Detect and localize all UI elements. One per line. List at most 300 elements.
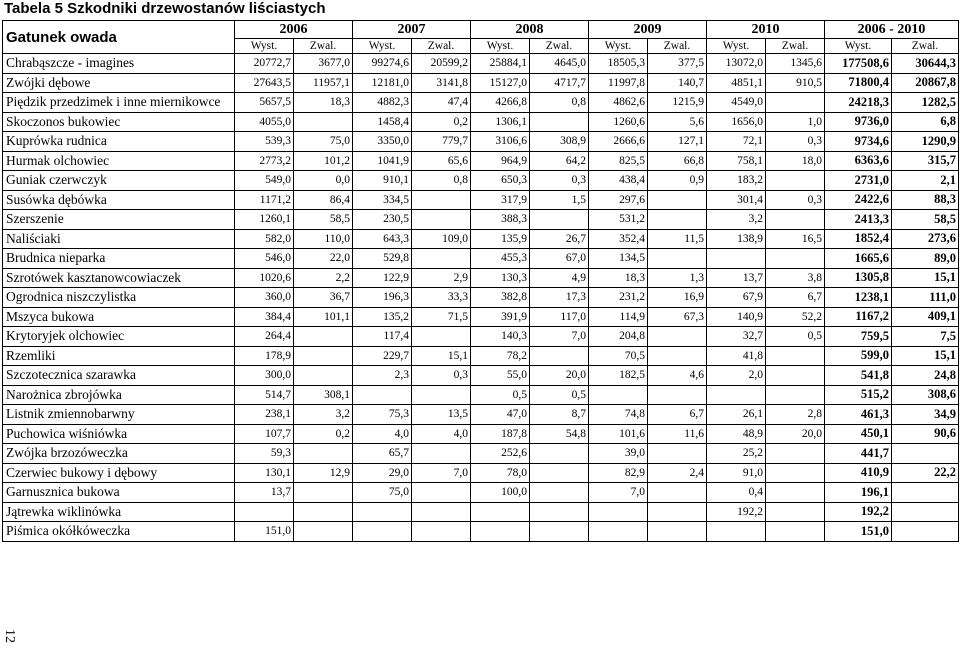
value-cell: 3350,0 [353, 132, 412, 152]
value-cell: 15127,0 [471, 73, 530, 93]
subheader-wyst: Wyst. [471, 39, 530, 54]
total-cell: 7,5 [892, 327, 959, 347]
value-cell [294, 444, 353, 464]
value-cell [766, 385, 825, 405]
table-row [3, 73, 959, 93]
total-cell: 111,0 [892, 288, 959, 308]
value-cell: 0,5 [766, 327, 825, 347]
value-cell [294, 522, 353, 542]
table-row [3, 249, 959, 269]
value-cell: 549,0 [235, 171, 294, 191]
subheader-zwal: Zwal. [648, 39, 707, 54]
value-cell: 1171,2 [235, 190, 294, 210]
value-cell [766, 366, 825, 386]
value-cell: 1020,6 [235, 268, 294, 288]
value-cell: 297,6 [589, 190, 648, 210]
total-cell: 88,3 [892, 190, 959, 210]
value-cell [648, 210, 707, 230]
value-cell: 182,5 [589, 366, 648, 386]
value-cell: 12,9 [294, 463, 353, 483]
value-cell [412, 385, 471, 405]
value-cell: 539,3 [235, 132, 294, 152]
value-cell [530, 444, 589, 464]
total-cell: 308,6 [892, 385, 959, 405]
value-cell: 334,5 [353, 190, 412, 210]
value-cell: 72,1 [707, 132, 766, 152]
value-cell: 264,4 [235, 327, 294, 347]
value-cell: 130,3 [471, 268, 530, 288]
subheader-wyst: Wyst. [707, 39, 766, 54]
value-cell: 825,5 [589, 151, 648, 171]
value-cell: 65,7 [353, 444, 412, 464]
value-cell [766, 502, 825, 522]
value-cell: 135,2 [353, 307, 412, 327]
value-cell [766, 93, 825, 113]
value-cell: 130,1 [235, 463, 294, 483]
value-cell: 3106,6 [471, 132, 530, 152]
value-cell: 13,7 [707, 268, 766, 288]
value-cell: 59,3 [235, 444, 294, 464]
value-cell: 11957,1 [294, 73, 353, 93]
table-title: Tabela 5 Szkodniki drzewostanów liściastych [4, 0, 326, 17]
subheader-wyst: Wyst. [589, 39, 648, 54]
value-cell: 4,9 [530, 268, 589, 288]
value-cell: 11,6 [648, 424, 707, 444]
species-name: Brudnica nieparka [3, 249, 235, 269]
value-cell: 4862,6 [589, 93, 648, 113]
value-cell: 384,4 [235, 307, 294, 327]
value-cell: 11,5 [648, 229, 707, 249]
table-row [3, 151, 959, 171]
table-row [3, 112, 959, 132]
value-cell [589, 385, 648, 405]
table-row [3, 502, 959, 522]
value-cell [766, 171, 825, 191]
value-cell: 13,5 [412, 405, 471, 425]
value-cell: 529,8 [353, 249, 412, 269]
value-cell [294, 346, 353, 366]
subheader-zwal: Zwal. [530, 39, 589, 54]
species-name: Krytoryjek olchowiec [3, 327, 235, 347]
value-cell: 0,3 [766, 190, 825, 210]
value-cell: 643,3 [353, 229, 412, 249]
table-row [3, 405, 959, 425]
value-cell: 39,0 [589, 444, 648, 464]
value-cell: 2,8 [766, 405, 825, 425]
value-cell: 2666,6 [589, 132, 648, 152]
value-cell: 47,0 [471, 405, 530, 425]
value-cell: 238,1 [235, 405, 294, 425]
value-cell: 3,2 [294, 405, 353, 425]
value-cell: 1,0 [766, 112, 825, 132]
total-cell: 599,0 [825, 346, 892, 366]
table-row [3, 268, 959, 288]
total-cell: 541,8 [825, 366, 892, 386]
value-cell: 20,0 [766, 424, 825, 444]
table-row [3, 54, 959, 74]
value-cell [530, 522, 589, 542]
value-cell: 360,0 [235, 288, 294, 308]
species-name: Chrabąszcze - imagines [3, 54, 235, 74]
value-cell [530, 112, 589, 132]
value-cell [471, 522, 530, 542]
value-cell: 4,0 [353, 424, 412, 444]
value-cell: 4549,0 [707, 93, 766, 113]
value-cell [766, 210, 825, 230]
value-cell [766, 346, 825, 366]
value-cell: 1,5 [530, 190, 589, 210]
value-cell: 964,9 [471, 151, 530, 171]
subheader-zwal: Zwal. [412, 39, 471, 54]
value-cell: 117,0 [530, 307, 589, 327]
value-cell [412, 210, 471, 230]
value-cell: 3,8 [766, 268, 825, 288]
value-cell: 300,0 [235, 366, 294, 386]
value-cell: 86,4 [294, 190, 353, 210]
value-cell [530, 463, 589, 483]
value-cell: 55,0 [471, 366, 530, 386]
species-name: Kuprówka rudnica [3, 132, 235, 152]
value-cell: 1306,1 [471, 112, 530, 132]
total-cell: 1665,6 [825, 249, 892, 269]
value-cell: 0,9 [648, 171, 707, 191]
species-column-header: Gatunek owada [3, 21, 235, 54]
value-cell: 0,8 [530, 93, 589, 113]
value-cell [707, 385, 766, 405]
value-cell: 388,3 [471, 210, 530, 230]
value-cell: 455,3 [471, 249, 530, 269]
total-cell: 30644,3 [892, 54, 959, 74]
value-cell: 33,3 [412, 288, 471, 308]
species-name: Naliściaki [3, 229, 235, 249]
value-cell [707, 249, 766, 269]
value-cell: 140,3 [471, 327, 530, 347]
total-cell: 24218,3 [825, 93, 892, 113]
value-cell: 196,3 [353, 288, 412, 308]
value-cell: 151,0 [235, 522, 294, 542]
value-cell [353, 502, 412, 522]
value-cell: 70,5 [589, 346, 648, 366]
table-row [3, 522, 959, 542]
value-cell: 650,3 [471, 171, 530, 191]
table-row [3, 171, 959, 191]
value-cell [648, 190, 707, 210]
table-row [3, 190, 959, 210]
value-cell [648, 483, 707, 503]
value-cell: 114,9 [589, 307, 648, 327]
value-cell: 140,7 [648, 73, 707, 93]
value-cell: 204,8 [589, 327, 648, 347]
total-cell: 151,0 [825, 522, 892, 542]
total-cell [892, 502, 959, 522]
value-cell [294, 112, 353, 132]
species-name: Narożnica zbrojówka [3, 385, 235, 405]
species-name: Ogrodnica niszczylistka [3, 288, 235, 308]
value-cell: 4,0 [412, 424, 471, 444]
value-cell: 1260,1 [235, 210, 294, 230]
value-cell: 7,0 [530, 327, 589, 347]
total-cell: 58,5 [892, 210, 959, 230]
value-cell [471, 502, 530, 522]
value-cell: 16,9 [648, 288, 707, 308]
value-cell: 7,0 [589, 483, 648, 503]
value-cell: 183,2 [707, 171, 766, 191]
value-cell: 352,4 [589, 229, 648, 249]
value-cell: 910,1 [353, 171, 412, 191]
value-cell [530, 346, 589, 366]
value-cell: 377,5 [648, 54, 707, 74]
value-cell [648, 522, 707, 542]
value-cell: 301,4 [707, 190, 766, 210]
value-cell: 0,2 [412, 112, 471, 132]
total-cell: 315,7 [892, 151, 959, 171]
total-cell [892, 522, 959, 542]
value-cell: 18,3 [294, 93, 353, 113]
value-cell: 74,8 [589, 405, 648, 425]
total-cell: 2731,0 [825, 171, 892, 191]
value-cell: 110,0 [294, 229, 353, 249]
table-row [3, 424, 959, 444]
value-cell: 22,0 [294, 249, 353, 269]
value-cell: 4645,0 [530, 54, 589, 74]
total-cell: 34,9 [892, 405, 959, 425]
total-header: 2006 - 2010 [825, 21, 959, 39]
species-name: Listnik zmiennobarwny [3, 405, 235, 425]
subheader-zwal: Zwal. [294, 39, 353, 54]
value-cell: 438,4 [589, 171, 648, 191]
value-cell: 117,4 [353, 327, 412, 347]
value-cell: 1041,9 [353, 151, 412, 171]
subheader-wyst: Wyst. [235, 39, 294, 54]
value-cell: 26,7 [530, 229, 589, 249]
value-cell: 107,7 [235, 424, 294, 444]
value-cell [412, 522, 471, 542]
total-cell: 759,5 [825, 327, 892, 347]
total-cell: 1167,2 [825, 307, 892, 327]
total-cell: 6,8 [892, 112, 959, 132]
value-cell [294, 366, 353, 386]
total-cell: 6363,6 [825, 151, 892, 171]
value-cell: 0,4 [707, 483, 766, 503]
total-cell: 273,6 [892, 229, 959, 249]
table-row [3, 463, 959, 483]
value-cell: 0,5 [471, 385, 530, 405]
value-cell [412, 249, 471, 269]
table-row [3, 366, 959, 386]
year-header: 2006 [235, 21, 353, 39]
value-cell [294, 483, 353, 503]
value-cell: 99274,6 [353, 54, 412, 74]
value-cell: 308,9 [530, 132, 589, 152]
value-cell: 47,4 [412, 93, 471, 113]
value-cell: 252,6 [471, 444, 530, 464]
value-cell [648, 444, 707, 464]
value-cell: 71,5 [412, 307, 471, 327]
total-cell: 1305,8 [825, 268, 892, 288]
value-cell: 65,6 [412, 151, 471, 171]
total-cell: 1290,9 [892, 132, 959, 152]
value-cell: 26,1 [707, 405, 766, 425]
species-name: Rzemliki [3, 346, 235, 366]
value-cell: 5657,5 [235, 93, 294, 113]
value-cell: 20599,2 [412, 54, 471, 74]
value-cell: 20772,7 [235, 54, 294, 74]
table-row [3, 288, 959, 308]
total-cell: 2413,3 [825, 210, 892, 230]
species-name: Jątrewka wiklinówka [3, 502, 235, 522]
value-cell: 2,4 [648, 463, 707, 483]
value-cell: 2,0 [707, 366, 766, 386]
value-cell [530, 483, 589, 503]
value-cell [766, 444, 825, 464]
value-cell: 18505,3 [589, 54, 648, 74]
total-cell: 1282,5 [892, 93, 959, 113]
value-cell: 7,0 [412, 463, 471, 483]
value-cell: 308,1 [294, 385, 353, 405]
species-name: Mszyca bukowa [3, 307, 235, 327]
value-cell: 138,9 [707, 229, 766, 249]
value-cell [412, 502, 471, 522]
value-cell: 178,9 [235, 346, 294, 366]
value-cell [707, 522, 766, 542]
value-cell: 0,8 [412, 171, 471, 191]
total-cell: 177508,6 [825, 54, 892, 74]
species-name: Piędzik przedzimek i inne miernikowce [3, 93, 235, 113]
table-row [3, 346, 959, 366]
total-cell: 9734,6 [825, 132, 892, 152]
value-cell: 758,1 [707, 151, 766, 171]
value-cell: 1656,0 [707, 112, 766, 132]
value-cell [353, 385, 412, 405]
value-cell: 91,0 [707, 463, 766, 483]
table-row [3, 132, 959, 152]
total-cell: 20867,8 [892, 73, 959, 93]
value-cell [235, 502, 294, 522]
value-cell: 2,2 [294, 268, 353, 288]
species-name: Puchowica wiśniówka [3, 424, 235, 444]
value-cell [648, 502, 707, 522]
value-cell: 2,3 [353, 366, 412, 386]
total-cell: 441,7 [825, 444, 892, 464]
table-row [3, 229, 959, 249]
value-cell: 4851,1 [707, 73, 766, 93]
value-cell: 67,3 [648, 307, 707, 327]
value-cell: 4055,0 [235, 112, 294, 132]
value-cell: 6,7 [648, 405, 707, 425]
species-name: Czerwiec bukowy i dębowy [3, 463, 235, 483]
value-cell: 0,3 [766, 132, 825, 152]
value-cell: 531,2 [589, 210, 648, 230]
value-cell: 101,1 [294, 307, 353, 327]
value-cell: 1,3 [648, 268, 707, 288]
value-cell: 67,9 [707, 288, 766, 308]
subheader-wyst: Wyst. [353, 39, 412, 54]
value-cell: 1215,9 [648, 93, 707, 113]
total-cell: 22,2 [892, 463, 959, 483]
value-cell [589, 502, 648, 522]
value-cell: 32,7 [707, 327, 766, 347]
value-cell: 6,7 [766, 288, 825, 308]
value-cell [648, 346, 707, 366]
value-cell: 58,5 [294, 210, 353, 230]
total-cell: 196,1 [825, 483, 892, 503]
value-cell: 18,3 [589, 268, 648, 288]
value-cell [294, 502, 353, 522]
value-cell: 779,7 [412, 132, 471, 152]
value-cell: 382,8 [471, 288, 530, 308]
value-cell: 127,1 [648, 132, 707, 152]
value-cell: 0,2 [294, 424, 353, 444]
value-cell: 135,9 [471, 229, 530, 249]
value-cell [766, 463, 825, 483]
value-cell: 8,7 [530, 405, 589, 425]
total-cell: 2,1 [892, 171, 959, 191]
value-cell: 67,0 [530, 249, 589, 269]
value-cell: 514,7 [235, 385, 294, 405]
value-cell: 3141,8 [412, 73, 471, 93]
value-cell: 36,7 [294, 288, 353, 308]
value-cell [412, 444, 471, 464]
value-cell: 75,0 [353, 483, 412, 503]
value-cell [294, 327, 353, 347]
value-cell: 82,9 [589, 463, 648, 483]
table-row [3, 210, 959, 230]
value-cell: 25884,1 [471, 54, 530, 74]
pests-table [2, 20, 959, 542]
value-cell: 910,5 [766, 73, 825, 93]
page-number: 12 [2, 629, 17, 643]
value-cell: 64,2 [530, 151, 589, 171]
table-row [3, 385, 959, 405]
value-cell: 75,3 [353, 405, 412, 425]
table-row [3, 327, 959, 347]
value-cell: 2773,2 [235, 151, 294, 171]
value-cell: 231,2 [589, 288, 648, 308]
value-cell [530, 210, 589, 230]
total-cell: 410,9 [825, 463, 892, 483]
value-cell [412, 327, 471, 347]
value-cell [766, 522, 825, 542]
species-name: Garnusznica bukowa [3, 483, 235, 503]
total-cell: 409,1 [892, 307, 959, 327]
value-cell: 78,2 [471, 346, 530, 366]
table-row [3, 93, 959, 113]
total-cell: 89,0 [892, 249, 959, 269]
value-cell [766, 483, 825, 503]
value-cell: 4717,7 [530, 73, 589, 93]
value-cell: 20,0 [530, 366, 589, 386]
value-cell: 54,8 [530, 424, 589, 444]
total-cell: 15,1 [892, 268, 959, 288]
total-cell: 461,3 [825, 405, 892, 425]
subheader-zwal: Zwal. [892, 39, 959, 54]
species-name: Hurmak olchowiec [3, 151, 235, 171]
species-name: Szczotecznica szarawka [3, 366, 235, 386]
total-cell [892, 483, 959, 503]
value-cell: 187,8 [471, 424, 530, 444]
value-cell: 229,7 [353, 346, 412, 366]
value-cell [530, 502, 589, 522]
value-cell [412, 190, 471, 210]
species-name: Zwójka brzozóweczka [3, 444, 235, 464]
species-name: Zwójki dębowe [3, 73, 235, 93]
total-cell: 90,6 [892, 424, 959, 444]
value-cell: 13072,0 [707, 54, 766, 74]
total-cell: 15,1 [892, 346, 959, 366]
value-cell: 230,5 [353, 210, 412, 230]
value-cell: 13,7 [235, 483, 294, 503]
total-cell: 2422,6 [825, 190, 892, 210]
